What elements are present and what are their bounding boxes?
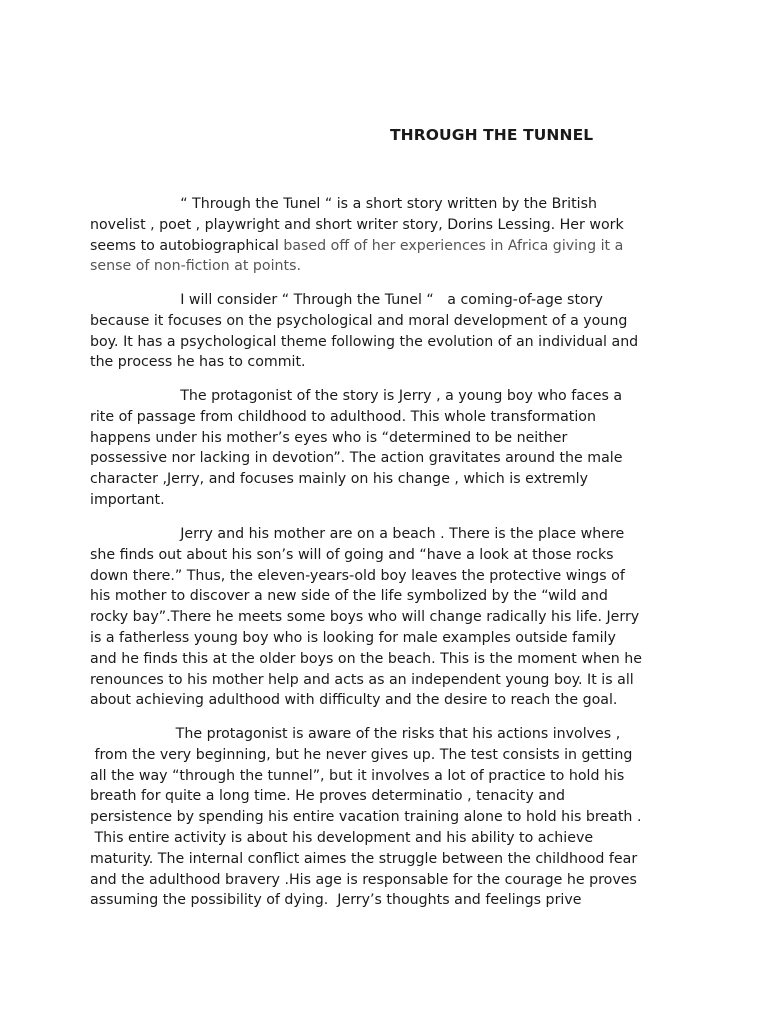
- text-line: rocky bay”.There he meets some boys who will change radically his life. Jerry: [90, 609, 640, 626]
- paragraph-2: [90, 290, 710, 373]
- text-line: down there.” Thus, the eleven-years-old boy leaves the protective wings of: [90, 567, 625, 584]
- text-line: possessive nor lacking in devotion”. The action gravitates around the male: [90, 450, 623, 467]
- text-line: [90, 236, 710, 257]
- paragraph-1: [90, 194, 710, 277]
- text-line: his mother to discover a new side of the life symbolized by the “wild and: [90, 588, 608, 605]
- text-line: Jerry and his mother are on a beach . There is the place where: [90, 526, 625, 542]
- text-line: renounces to his mother help and acts as an independent young boy. It is all: [90, 671, 634, 688]
- text-line: character ,Jerry, and focuses mainly on his change , which is extremly: [90, 471, 588, 488]
- text-line: because it focuses on the psychological and moral development of a young: [90, 312, 628, 329]
- text-line: boy. It has a psychological theme following the evolution of an individual and: [90, 333, 639, 350]
- text-line: This entire activity is about his development and his ability to achieve: [90, 829, 594, 846]
- text-line: assuming the possibility of dying. Jerry’s thoughts and feelings prive: [90, 892, 582, 909]
- text-line: sense of non-fiction at points.: [90, 258, 301, 275]
- text-line: maturity. The internal conflict aimes the struggle between the childhood fear: [90, 850, 638, 867]
- text-line: important.: [90, 491, 165, 508]
- text-line: about achieving adulthood with difficulty and the desire to reach the goal.: [90, 692, 618, 709]
- text-line: and he finds this at the older boys on the beach. This is the moment when he: [90, 650, 642, 667]
- paragraph-3: [90, 386, 710, 511]
- text-line: rite of passage from childhood to adulthood. This whole transformation: [90, 408, 596, 425]
- text-segment: seems to autobiographical: [90, 237, 284, 254]
- text-line: The protagonist is aware of the risks that his actions involves ,: [90, 726, 621, 742]
- paragraph-5: [90, 724, 710, 911]
- text-line: breath for quite a long time. He proves determinatio , tenacity and: [90, 788, 565, 805]
- text-line: persistence by spending his entire vacation training alone to hold his breath .: [90, 809, 642, 826]
- paragraph-4: [90, 524, 710, 711]
- text-line: The protagonist of the story is Jerry , a young boy who faces a: [90, 388, 623, 404]
- text-line: she finds out about his son’s will of going and “have a look at those rocks: [90, 546, 614, 563]
- text-line: happens under his mother’s eyes who is “determined to be neither: [90, 429, 568, 446]
- text-segment-gray: based off of her experiences in Africa giving it a: [283, 237, 624, 254]
- document-title: THROUGH THE TUNNEL: [390, 126, 594, 144]
- text-line: the process he has to commit.: [90, 354, 306, 371]
- text-line: novelist , poet , playwright and short writer story, Dorins Lessing. Her work: [90, 216, 624, 233]
- text-line: is a fatherless young boy who is looking for male examples outside family: [90, 629, 616, 646]
- text-line: from the very beginning, but he never gives up. The test consists in getting: [90, 746, 633, 763]
- text-line: “ Through the Tunel “ is a short story written by the British: [90, 196, 597, 212]
- text-line: I will consider “ Through the Tunel “ a coming-of-age story: [90, 292, 603, 308]
- text-line: and the adulthood bravery .His age is responsable for the courage he proves: [90, 871, 637, 888]
- text-line: all the way “through the tunnel”, but it involves a lot of practice to hold his: [90, 767, 625, 784]
